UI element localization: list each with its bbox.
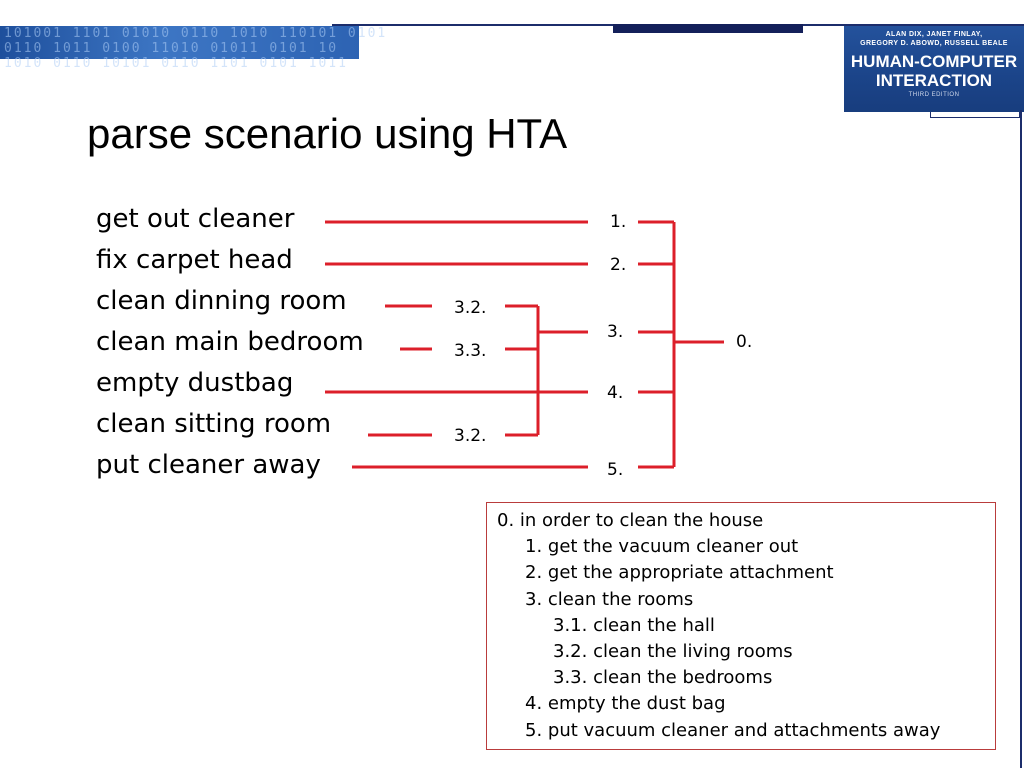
- plan-subitem: 3.1. clean the hall: [553, 614, 715, 636]
- task-label-2: 2.: [610, 255, 627, 275]
- plan-item: 1. get the vacuum cleaner out: [525, 536, 799, 558]
- task-label-3: 3.: [607, 322, 624, 342]
- scenario-step: fix carpet head: [96, 245, 293, 275]
- scenario-step: empty dustbag: [96, 368, 294, 398]
- scenario-step: clean sitting room: [96, 409, 332, 439]
- hta-plan-box: [486, 502, 996, 750]
- binary-row: 101001 1101 01010 0110 1010 110101 0101: [4, 26, 388, 41]
- scenario-step: get out cleaner: [96, 204, 295, 234]
- book-authors-line: ALAN DIX, JANET FINLAY,: [885, 31, 983, 38]
- book-edition: THIRD EDITION: [908, 92, 960, 98]
- task-label-5: 5.: [607, 460, 624, 480]
- plan-item: 5. put vacuum cleaner and attachments away: [525, 719, 941, 741]
- book-authors-line: GREGORY D. ABOWD, RUSSELL BEALE: [860, 40, 1008, 47]
- slide-title: parse scenario using HTA: [87, 110, 568, 157]
- scenario-step: clean dinning room: [96, 286, 347, 316]
- book-title-line: HUMAN-COMPUTER: [850, 52, 1018, 71]
- book-title-line: INTERACTION: [875, 71, 993, 90]
- task-label-0: 0.: [736, 332, 753, 352]
- binary-row: 1010 0110 10101 0110 1101 0101 1011: [4, 56, 348, 71]
- plan-root: 0. in order to clean the house: [497, 510, 764, 531]
- plan-subitem: 3.3. clean the bedrooms: [553, 667, 773, 689]
- task-label-4: 4.: [607, 383, 624, 403]
- task-label-3-2: 3.2.: [454, 426, 487, 446]
- scenario-step: put cleaner away: [96, 450, 321, 480]
- task-label-1: 1.: [610, 212, 627, 232]
- plan-item: 2. get the appropriate attachment: [525, 562, 834, 584]
- plan-item: 4. empty the dust bag: [525, 693, 726, 715]
- plan-subitem: 3.2. clean the living rooms: [553, 641, 793, 663]
- task-label-3-2: 3.2.: [454, 298, 487, 318]
- task-label-3-3: 3.3.: [454, 341, 487, 361]
- plan-item: 3. clean the rooms: [525, 588, 694, 610]
- scenario-step: clean main bedroom: [96, 327, 364, 357]
- binary-row: 0110 1011 0100 11010 01011 0101 10: [4, 41, 339, 56]
